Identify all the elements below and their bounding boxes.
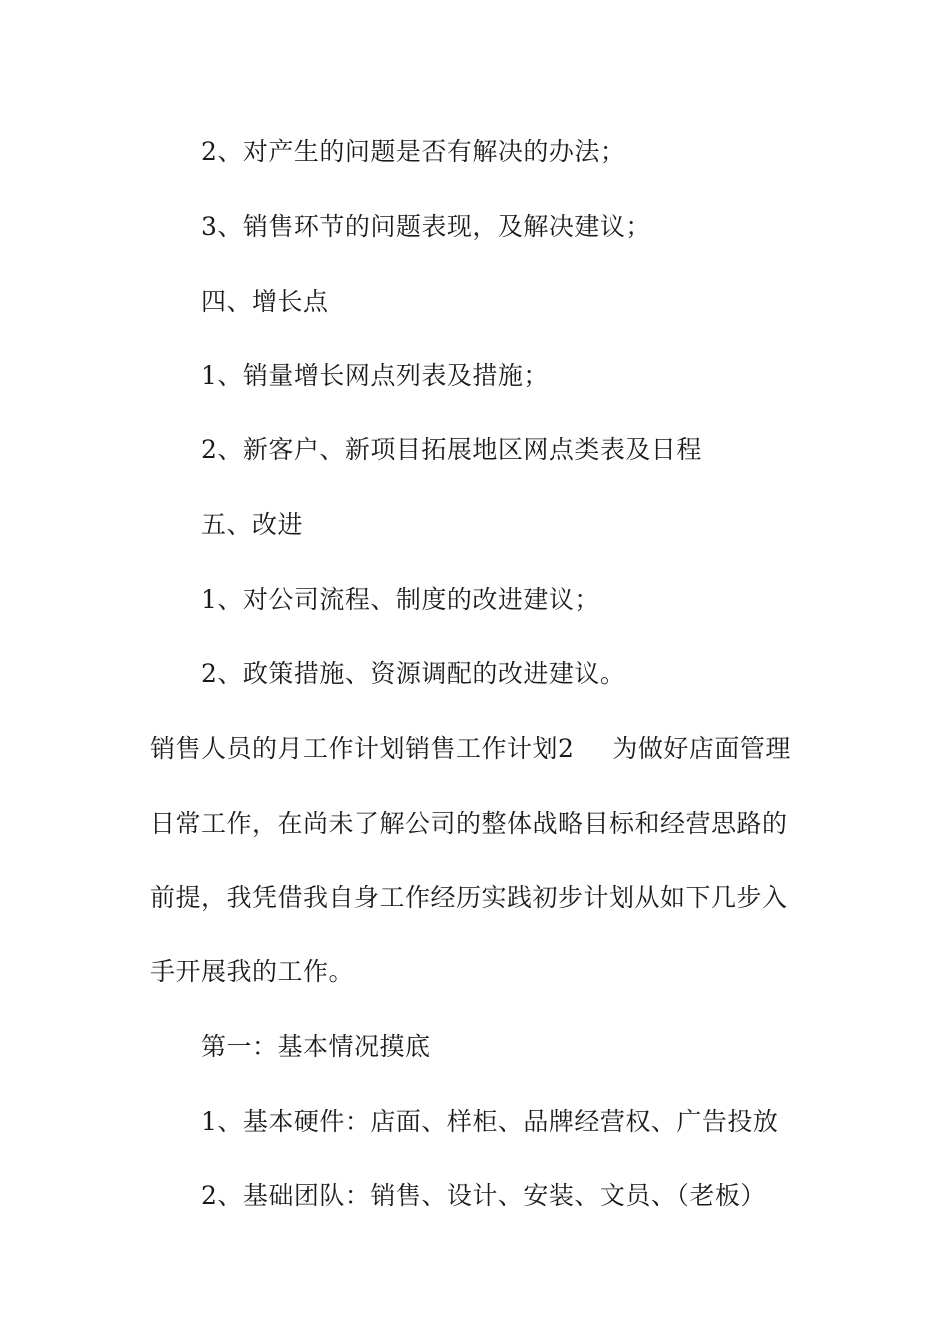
paragraph-line: 前提，我凭借我自身工作经历实践初步计划从如下几步入 <box>150 883 788 912</box>
document-line: 2、政策措施、资源调配的改进建议。 <box>201 659 626 688</box>
list-item: 2、基础团队：销售、设计、安装、文员、（老板） <box>201 1181 766 1210</box>
paragraph-line <box>150 733 791 765</box>
document-line: 3、销售环节的问题表现，及解决建议； <box>201 212 651 241</box>
list-heading: 第一：基本情况摸底 <box>201 1032 431 1061</box>
section-title: 销售人员的月工作计划销售工作计划2 <box>150 734 575 763</box>
document-line: 1、对公司流程、制度的改进建议； <box>201 585 600 614</box>
section-heading: 四、增长点 <box>201 287 329 316</box>
document-line: 1、销量增长网点列表及措施； <box>201 361 549 390</box>
document-line: 2、对产生的问题是否有解决的办法； <box>201 137 626 166</box>
document-line: 2、新客户、新项目拓展地区网点类表及日程 <box>201 435 702 464</box>
paragraph-line: 日常工作，在尚未了解公司的整体战略目标和经营思路的 <box>150 809 788 838</box>
section-heading: 五、改进 <box>201 510 304 539</box>
list-item: 1、基本硬件：店面、样柜、品牌经营权、广告投放 <box>201 1107 779 1136</box>
paragraph-start: 为做好店面管理 <box>612 734 791 763</box>
paragraph-line: 手开展我的工作。 <box>150 957 355 986</box>
